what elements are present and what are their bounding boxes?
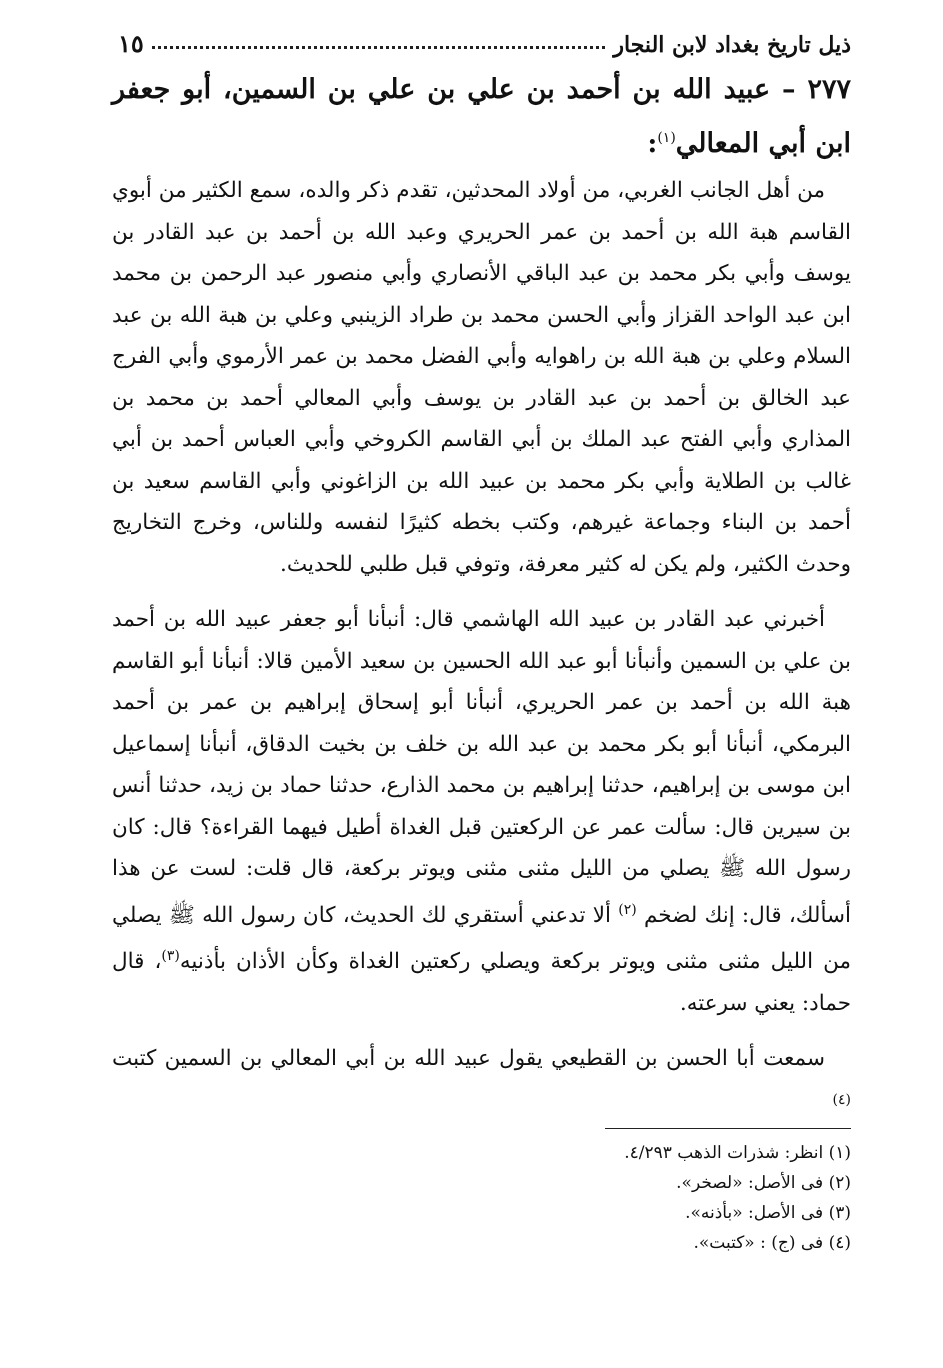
paragraph-hadith (112, 599, 851, 1024)
entry-heading (112, 66, 851, 168)
hadith-text-part-2: ألا تدعني أستقري لك الحديث، كان رسول الله ﷺ يصلي من الليل مثنى مثنى ويوتر بركعة ويصلي ركعتين الغداة وكأن الأذان بأذنيه (112, 902, 851, 975)
paragraph-biography: من أهل الجانب الغربي، من أولاد المحدثين، تقدم ذكر والده، سمع الكثير من أبوي القاسم هبة الله بن أحمد بن عمر الحريري وعبد الله بن أحمد بن عبد القادر بن يوسف وأبي بكر محمد بن عبد الباقي الأنصاري وأبي منصور عبد الرحمن بن محمد ابن عبد الواحد القزاز وأبي الحسن محمد بن طراد الزينبي وعلي بن هبة الله بن عبد السلام وعلي بن هبة الله بن راهوايه وأبي الفضل محمد بن عمر الأرموي وأبي الفرج عبد الخالق بن أحمد بن عبد القادر بن يوسف وأبي المعالي أحمد بن محمد بن المذاري وأبي الفتح عبد الملك بن أبي القاسم الكروخي وأبي العباس أحمد بن أبي غالب بن الطلاية وأبي بكر محمد بن عبيد الله بن الزاغوني وأبي القاسم سعيد بن أحمد بن البناء وجماعة غيرهم، وكتب بخطه كثيرًا لنفسه وللناس، وخرج التخاريج وحدث الكثير، ولم يكن له كثير معرفة، وتوفي قبل طلبي للحديث. (112, 178, 851, 577)
footnote-separator (605, 1128, 851, 1129)
running-header (118, 18, 851, 58)
footnote-ref-3: (٣) (161, 948, 180, 965)
footnote-2: (٢) فى الأصل: «لصخر». (676, 1173, 851, 1193)
entry-heading-text: ٢٧٧ – عبيد الله بن أحمد بن علي بن علي بن السمين، أبو جعفر ابن أبي المعالي (112, 74, 851, 159)
footnote-ref-2: (٢) (618, 901, 637, 918)
footnote-ref-1: (١) (657, 130, 676, 146)
footnote-1: (١) انظر: شذرات الذهب ٤/٢٩٣. (624, 1143, 851, 1163)
paragraph-closing (112, 1038, 851, 1126)
hadith-text-part-1: أخبرني عبد القادر بن عبيد الله الهاشمي قال: أنبأنا أبو جعفر عبيد الله بن أحمد بن علي بن السمين وأنبأنا أبو عبد الله الحسين بن سعيد الأمين قالا: أنبأنا أبو القاسم هبة الله بن أحمد بن عمر الحريري، أنبأنا أبو إسحاق إبراهيم بن عمر بن أحمد البرمكي، أنبأنا أبو بكر محمد بن عبد الله بن خلف بن بخيت الدقاق، أنبأنا إسماعيل ابن موسى بن إبراهيم، حدثنا إبراهيم بن محمد الذارع، حدثنا حماد بن زيد، حدثنا أنس بن سيرين قال: سألت عمر عن الركعتين قبل الغداة أطيل فيهما القراءة؟ قال: كان رسول الله ﷺ يصلي من الليل مثنى مثنى ويوتر بركعة، قال قلت: لست عن هذا أسألك، قال: إنك لضخم (112, 607, 852, 928)
body-text (112, 170, 851, 1140)
footnotes (351, 1138, 851, 1258)
footnote-3: (٣) فى الأصل: «بأذنه». (685, 1203, 851, 1223)
closing-text: سمعت أبا الحسن بن القطيعي يقول عبيد الله بن أبي المعالي بن السمين كتبت (112, 1046, 825, 1072)
hadith-text-part-3: ، قال حماد: يعني سرعته. (112, 949, 851, 1016)
book-title: ذيل تاريخ بغداد لابن النجار (613, 32, 851, 58)
header-dot-leader (152, 46, 606, 49)
entry-heading-colon: : (647, 128, 658, 159)
footnote-4: (٤) فى (ج) : «كتبت». (693, 1233, 851, 1253)
page-number: ١٥ (118, 29, 144, 58)
footnote-ref-4: (٤) (832, 1091, 851, 1108)
